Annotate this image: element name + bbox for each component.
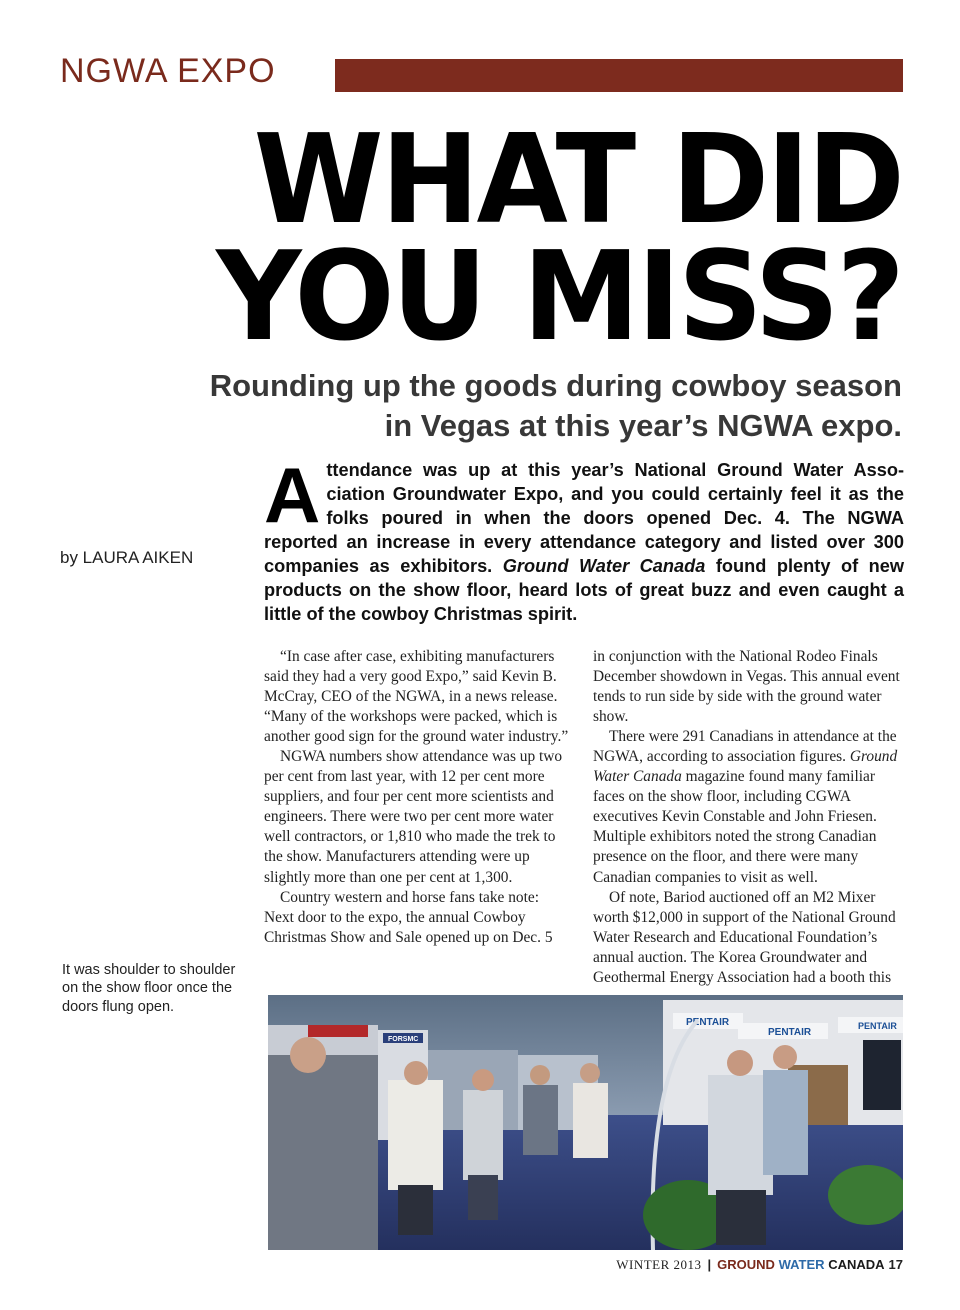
body-column-2	[593, 647, 903, 988]
booth-sign: PENTAIR	[686, 1017, 730, 1028]
body-paragraph	[593, 727, 903, 887]
booth-sign: FORSMC	[388, 1036, 419, 1043]
subhead-line-1: Rounding up the goods during cowboy season	[209, 368, 902, 403]
booth-sign: PENTAIR	[768, 1027, 812, 1038]
intro-paragraph	[264, 451, 905, 626]
headline-line-2: YOU MISS?	[216, 224, 902, 369]
magazine-name-ground: GROUND	[717, 1257, 775, 1272]
section-bar	[335, 59, 903, 92]
page-number: 17	[888, 1257, 903, 1272]
intro-text-1: ttendance was up at this year’s National Ground Water Association Groundwater Expo, and you could certainly feel it as the folks poured in when the doors opened Dec. 4. The NGWA reported an increase in every attendance category and listed over 300 companies as exhibitors.	[264, 460, 904, 576]
drop-cap: A	[264, 451, 321, 539]
body-paragraph: Of note, Bariod auctioned off an M2 Mixer worth $12,000 in support of the National Ground Water Research and Educational Foundation’s annual auction. The Korea Groundwater and Geothermal Energy Association had a booth this	[593, 888, 896, 986]
byline: by LAURA AIKEN	[60, 548, 194, 567]
magazine-name-water: WATER	[778, 1257, 825, 1272]
subhead-line-2: in Vegas at this year’s NGWA expo.	[384, 408, 902, 443]
body-text: magazine found many familiar faces on the show floor, including CGWA executives Kevin Constable and John Friesen. Multiple exhibitors noted the strong Canadian presence on the floor, and there were many Canadian companies to visit as well.	[593, 768, 877, 886]
booth-sign: PENTAIR	[858, 1021, 897, 1031]
body-paragraph: “In case after case, exhibiting manufacturers said they had a very good Expo,” said Kevin B. McCray, CEO of the NGWA, in a news release. “Many of the workshops were packed, which is another good sign for the ground water industry.”	[264, 648, 569, 746]
body-magazine-name: Ground Water Canada	[593, 748, 898, 786]
intro-magazine-name: Ground Water Canada	[502, 556, 706, 576]
body-paragraph: in conjunction with the National Rodeo Finals December showdown in Vegas. This annual event tends to run side by side with the ground water show.	[593, 648, 900, 726]
page-footer	[616, 1257, 903, 1273]
headline-line-1: WHAT DID	[253, 107, 902, 252]
expo-floor-photo	[268, 995, 903, 1250]
body-paragraph: Country western and horse fans take note: Next door to the expo, the annual Cowboy Christmas Show and Sale opened up on Dec. 5	[264, 888, 553, 946]
photo-caption: It was shoulder to shoulder on the show floor once the doors flung open.	[62, 962, 236, 1015]
magazine-name-canada: CANADA	[828, 1257, 885, 1272]
section-label: NGWA EXPO	[60, 52, 276, 90]
intro-text-2: found plenty of new products on the show floor, heard lots of great buzz and even caught a little of the cowboy Christmas spirit.	[264, 556, 905, 624]
body-column-1	[264, 647, 570, 948]
footer-separator: |	[707, 1257, 712, 1272]
issue-date: WINTER 2013	[616, 1257, 702, 1272]
body-text: There were 291 Canadians in attendance at the NGWA, according to association figures.	[593, 728, 897, 766]
body-paragraph: NGWA numbers show attendance was up two per cent from last year, with 12 per cent more suppliers, and four per cent more scientists and engineers. There were two per cent more water well contractors, or 1,810 who made the trek to the show. Manufacturers attending were up slightly more than one per cent at 1,300.	[264, 748, 563, 886]
